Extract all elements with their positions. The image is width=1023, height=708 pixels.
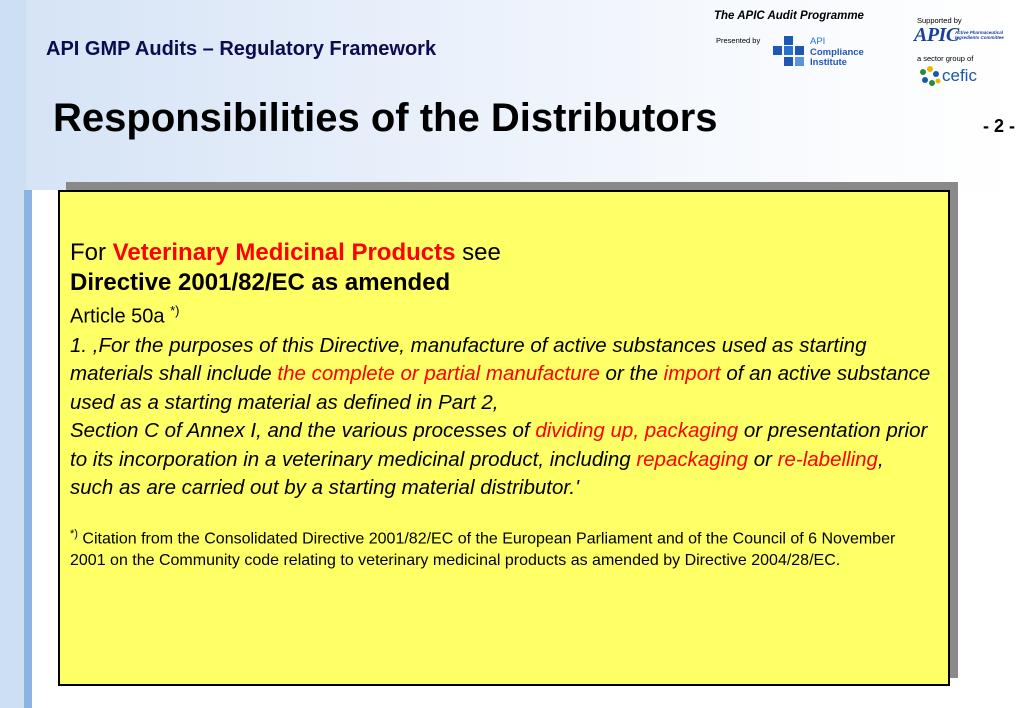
quote-part-3: of an active substance used as a starting material as defined in Part 2,	[70, 362, 931, 414]
quote-part-2: or the	[599, 362, 664, 386]
api-logo-line-3: Institute	[810, 57, 847, 68]
quote-highlight-2: import	[663, 362, 721, 386]
for-word: For	[70, 239, 106, 266]
api-logo-line-1: API	[810, 36, 826, 47]
content-box	[58, 190, 950, 686]
content-body	[70, 238, 932, 572]
quote-part-7: , such as are carried out by a starting material distributor.'	[70, 447, 884, 500]
programme-label: The APIC Audit Programme	[714, 10, 864, 22]
directive-reference: Directive 2001/82/EC as amended	[70, 269, 451, 296]
slide-subtitle: API GMP Audits – Regulatory Framework	[46, 38, 437, 60]
see-word: see	[462, 239, 501, 266]
apic-logo: APIC	[914, 24, 959, 46]
quote-part-4: Section C of Annex I, and the various processes of	[70, 419, 536, 443]
left-decor-strip	[0, 0, 26, 708]
quote-part-6: or	[748, 447, 778, 471]
presented-by-label: Presented by	[716, 36, 761, 45]
api-compliance-logo-icon	[773, 34, 809, 68]
article-label: Article 50a	[70, 305, 165, 328]
intro-line	[70, 238, 932, 268]
header-background	[0, 0, 1023, 190]
supported-by-label: Supported by	[917, 16, 962, 25]
quote-highlight-3: dividing up, packaging	[535, 419, 739, 443]
slide-title: Responsibilities of the Distributors	[53, 96, 718, 140]
left-accent-bar	[24, 190, 32, 708]
footnote-mark: *)	[70, 527, 78, 540]
quote-part-5: or presentation prior to its incorporation in a veterinary medicinal product, including	[70, 419, 928, 471]
quote-highlight-4: repackaging	[636, 447, 749, 471]
page-number: - 2 -	[982, 116, 1015, 136]
footnote	[70, 523, 932, 572]
article-reference	[70, 298, 932, 330]
apic-logo-subtext	[955, 30, 1004, 40]
product-name: Veterinary Medicinal Products	[112, 239, 456, 266]
footnote-text: Citation from the Consolidated Directive 2001/82/EC of the European Parliament and of the Council of 6 November 2001 on the Community code relating to veterinary medicinal products as amended by Directive 2004/28/EC.	[70, 529, 896, 569]
sector-group-label: a sector group of	[917, 54, 974, 63]
apic-sub-line-2: Ingredients Committee	[955, 35, 1004, 40]
api-logo-line-2: Compliance	[810, 46, 864, 58]
article-quote	[70, 332, 932, 503]
apic-sub-line-1: Active Pharmaceutical	[955, 30, 1004, 35]
cefic-logo-text: cefic	[942, 66, 977, 85]
quote-highlight-1: the complete or partial manufacture	[277, 362, 600, 386]
api-compliance-logo-text	[810, 37, 864, 69]
article-footnote-mark: *)	[170, 303, 180, 318]
quote-part-1: 1. ,For the purposes of this Directive, manufacture of active substances used as starting materials shall include	[70, 333, 867, 386]
quote-highlight-5: re-labelling	[777, 447, 878, 471]
